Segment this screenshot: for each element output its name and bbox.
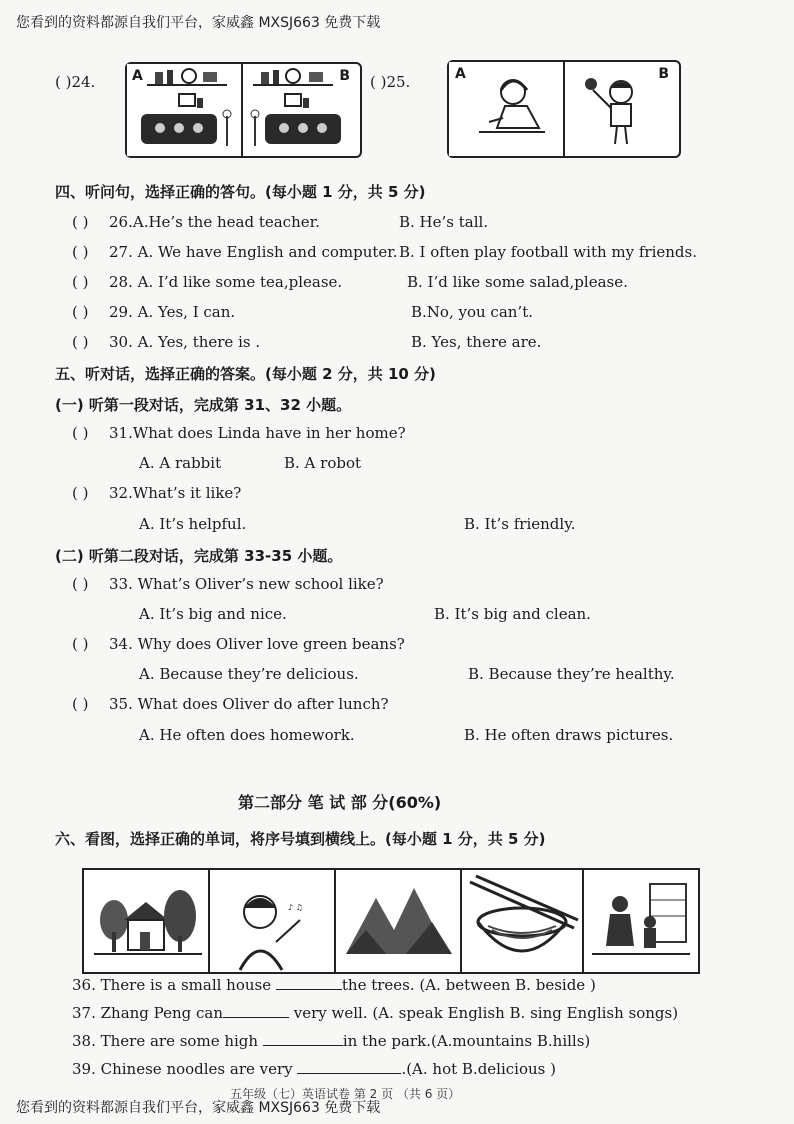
q31-question: 31.What does Linda have in her home? <box>109 424 406 442</box>
q30-option-a: 30. A. Yes, there is . <box>109 333 261 351</box>
q33-option-a: A. It’s big and nice. <box>139 605 287 623</box>
item-38 <box>72 1031 590 1050</box>
item-37-text-start: 37. Zhang Peng can <box>72 1004 224 1022</box>
item-38-text-start: 38. There are some high <box>72 1032 263 1050</box>
q24-option-a-image <box>127 64 243 156</box>
item-39-answer-blank[interactable] <box>297 1059 401 1074</box>
q31-option-a: A. A rabbit <box>139 454 222 472</box>
part-2-heading: 第二部分 笔 试 部 分(60%) <box>238 793 442 812</box>
section-5-part-1-title: (一) 听第一段对话，完成第 31、32 小题。 <box>55 396 352 414</box>
picture-house-trees <box>84 870 210 972</box>
item-38-text-end: in the park.(A.mountains B.hills) <box>342 1032 591 1050</box>
section-5-part-2-title: (二) 听第二段对话，完成第 33-35 小题。 <box>55 547 343 565</box>
q25-option-b-image <box>565 62 675 156</box>
q32-question: 32.What’s it like? <box>109 484 242 502</box>
q25-label-a: A <box>455 66 466 82</box>
q29-option-b: B.No, you can’t. <box>411 303 533 321</box>
q34-option-b: B. Because they’re healthy. <box>468 665 675 683</box>
picture-boy-singing <box>210 870 336 972</box>
q35-option-b: B. He often draws pictures. <box>464 726 674 744</box>
q32-option-a: A. It’s helpful. <box>139 515 247 533</box>
section-6-picture-strip <box>82 868 700 974</box>
item-39 <box>72 1059 556 1078</box>
q24-option-b-image <box>243 64 356 156</box>
answer-paren-33[interactable]: ( ) <box>72 575 89 593</box>
svg-text:♪ ♫: ♪ ♫ <box>288 903 303 912</box>
q29-option-a: 29. A. Yes, I can. <box>109 303 236 321</box>
section-4-title: 四、听问句，选择正确的答句。(每小题 1 分，共 5 分) <box>55 183 426 201</box>
question-24-number: ( )24. <box>55 73 96 91</box>
q34-question: 34. Why does Oliver love green beans? <box>109 635 405 653</box>
q34-option-a: A. Because they’re delicious. <box>139 665 359 683</box>
question-24-picture <box>125 62 362 158</box>
section-5-title: 五、听对话，选择正确的答案。(每小题 2 分，共 10 分) <box>55 365 436 383</box>
watermark-bottom: 您看到的资料都源自我们平台，家威鑫 MXSJ663 免费下载 <box>16 1100 381 1116</box>
q25-option-a-image <box>449 62 565 156</box>
item-37-text-end: very well. (A. speak English B. sing English songs) <box>289 1004 679 1022</box>
living-room-illustration <box>127 64 239 152</box>
answer-paren-27[interactable]: ( ) <box>72 243 89 261</box>
q28-option-b: B. I’d like some salad,please. <box>407 273 628 291</box>
q33-option-b: B. It’s big and clean. <box>434 605 591 623</box>
item-36-text-start: 36. There is a small house <box>72 976 276 994</box>
answer-paren-28[interactable]: ( ) <box>72 273 89 291</box>
picture-noodles <box>462 870 584 972</box>
q28-option-a: 28. A. I’d like some tea,please. <box>109 273 343 291</box>
answer-paren-34[interactable]: ( ) <box>72 635 89 653</box>
answer-paren-35[interactable]: ( ) <box>72 695 89 713</box>
item-36-answer-blank[interactable] <box>276 975 342 990</box>
q31-option-b: B. A robot <box>284 454 362 472</box>
answer-paren-31[interactable]: ( ) <box>72 424 89 442</box>
q27-option-b: B. I often play football with my friends. <box>399 243 697 261</box>
q27-option-a: 27. A. We have English and computer. <box>109 243 398 261</box>
item-36 <box>72 975 596 994</box>
q35-option-a: A. He often does homework. <box>139 726 355 744</box>
picture-people-park <box>584 870 696 972</box>
item-37-answer-blank[interactable] <box>223 1003 289 1018</box>
answer-paren-26[interactable]: ( ) <box>72 213 89 231</box>
item-39-text-end: .(A. hot B.delicious ) <box>401 1060 556 1078</box>
item-38-answer-blank[interactable] <box>263 1031 343 1046</box>
section-6-title: 六、看图，选择正确的单词，将序号填到横线上。(每小题 1 分，共 5 分) <box>55 830 546 848</box>
q25-label-b: B <box>658 66 669 82</box>
q24-label-b: B <box>339 68 350 84</box>
answer-paren-29[interactable]: ( ) <box>72 303 89 321</box>
q26-option-b: B. He’s tall. <box>399 213 489 231</box>
q26-option-a: 26.A.He’s the head teacher. <box>109 213 320 231</box>
picture-mountains <box>336 870 462 972</box>
question-25-number: ( )25. <box>370 73 411 91</box>
q32-option-b: B. It’s friendly. <box>464 515 576 533</box>
question-25-picture <box>447 60 681 158</box>
watermark-top: 您看到的资料都源自我们平台，家威鑫 MXSJ663 免费下载 <box>16 15 381 31</box>
item-39-text-start: 39. Chinese noodles are very <box>72 1060 298 1078</box>
q30-option-b: B. Yes, there are. <box>411 333 542 351</box>
living-room-illustration <box>243 64 355 152</box>
answer-paren-32[interactable]: ( ) <box>72 484 89 502</box>
item-36-text-end: the trees. (A. between B. beside ) <box>341 976 596 994</box>
page-footer: 五年级（七）英语试卷 第 2 页 （共 6 页） <box>230 1087 461 1101</box>
q24-label-a: A <box>132 68 143 84</box>
q35-question: 35. What does Oliver do after lunch? <box>109 695 389 713</box>
answer-paren-30[interactable]: ( ) <box>72 333 89 351</box>
item-37 <box>72 1003 678 1022</box>
q33-question: 33. What’s Oliver’s new school like? <box>109 575 384 593</box>
